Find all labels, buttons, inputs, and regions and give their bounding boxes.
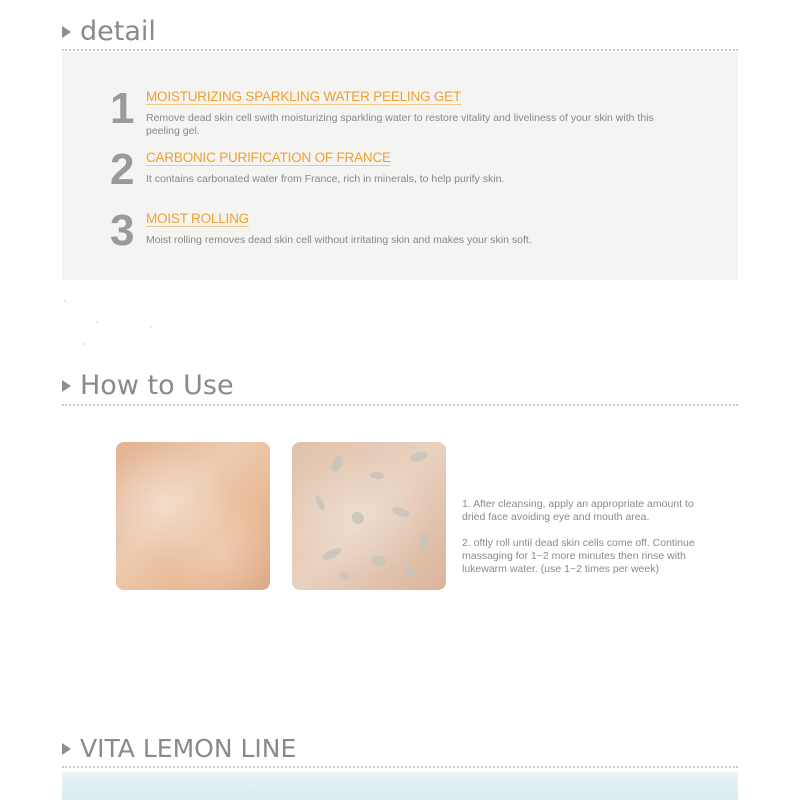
vita-lemon-title: VITA LEMON LINE xyxy=(80,734,297,763)
how-to-use-title: How to Use xyxy=(80,370,234,401)
triangle-right-icon xyxy=(62,26,71,38)
how-to-use-divider xyxy=(62,404,738,406)
decorative-speck xyxy=(82,343,84,345)
step-1-text: 1. After cleansing, apply an appropriate amount to dried face avoiding eye and mouth area. xyxy=(462,498,694,523)
item-title: MOIST ROLLING xyxy=(146,211,249,226)
detail-title: detail xyxy=(80,16,156,47)
vita-lemon-divider xyxy=(62,766,738,768)
item-title: MOISTURIZING SPARKLING WATER PEELING GET xyxy=(146,89,462,104)
item-number: 2 xyxy=(110,145,135,194)
decorative-speck xyxy=(96,321,98,323)
item-description: Remove dead skin cell swith moisturizing sparkling water to restore vitality and liveliness of your skin with this peeling gel. xyxy=(146,112,654,137)
decorative-speck xyxy=(150,326,152,328)
step-2-text: 2. oftly roll until dead skin cells come off. Continue massaging for 1~2 more minutes then rinse with lukewarm water. (use 1~2 times per week) xyxy=(462,537,695,575)
detail-heading xyxy=(62,16,156,47)
gel-applied-photo xyxy=(116,442,270,590)
detail-divider xyxy=(62,49,738,51)
how-to-use-heading xyxy=(62,370,234,401)
how-to-use-instructions xyxy=(462,498,712,589)
item-number: 1 xyxy=(110,84,135,133)
triangle-right-icon xyxy=(62,380,71,392)
vita-lemon-banner xyxy=(62,772,738,800)
item-title: CARBONIC PURIFICATION OF FRANCE xyxy=(146,150,391,165)
vita-lemon-heading xyxy=(62,734,296,763)
item-number: 3 xyxy=(110,206,135,255)
item-description: It contains carbonated water from France, rich in minerals, to help purify skin. xyxy=(146,173,505,185)
decorative-speck xyxy=(64,300,66,302)
detail-panel xyxy=(62,52,738,280)
item-description: Moist rolling removes dead skin cell without irritating skin and makes your skin soft. xyxy=(146,234,532,246)
peeling-flakes-photo xyxy=(292,442,446,590)
triangle-right-icon xyxy=(62,743,71,755)
